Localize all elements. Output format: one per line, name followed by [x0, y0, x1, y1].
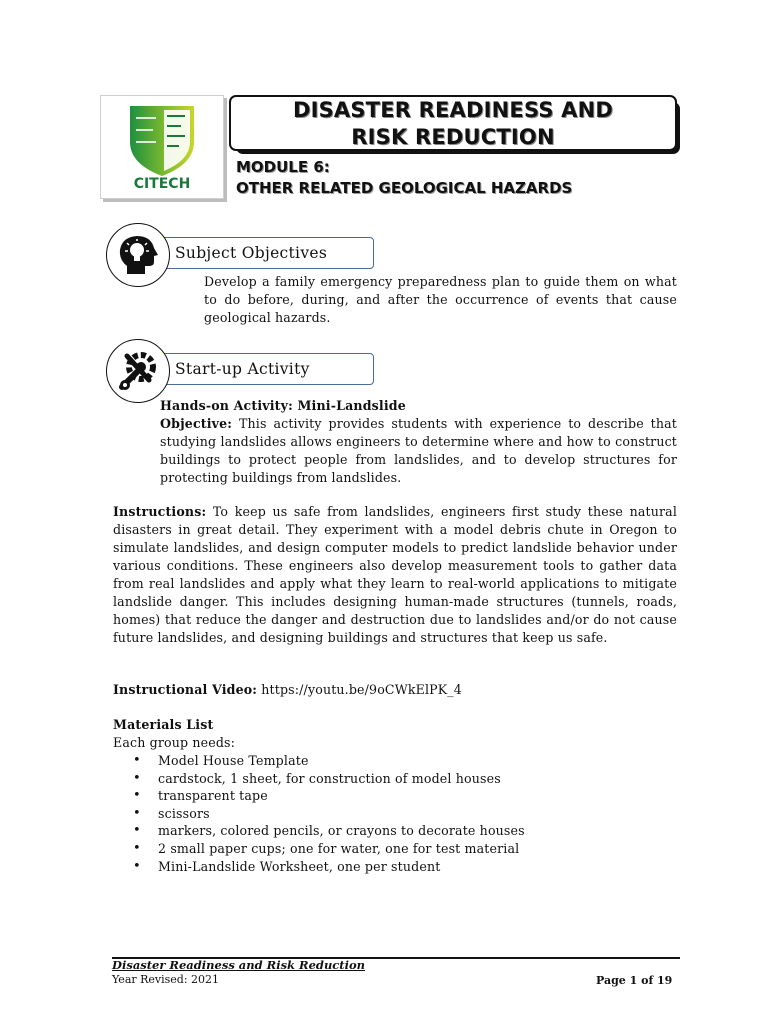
list-item: • Model House Template [113, 752, 677, 770]
objectives-icon-circle [106, 223, 170, 287]
footer-title: Disaster Readiness and Risk Reduction [112, 958, 366, 972]
page-number: Page 1 of 19 [596, 974, 673, 987]
module-number: MODULE 6: [236, 158, 330, 176]
module-title: OTHER RELATED GEOLOGICAL HAZARDS [236, 179, 573, 197]
materials-heading: Materials List [113, 717, 214, 732]
shield-logo-icon [101, 96, 223, 178]
materials-list [113, 752, 677, 875]
activity-title: Hands-on Activity: Mini-Landslide [160, 398, 406, 413]
materials-section [113, 716, 677, 875]
objective-text: This activity provides students with experience to describe that studying landslides allows engineers to determine where and how to construct buildings to protect people from landslides, and to develop structures for protecting buildings from landslides. [160, 416, 678, 485]
objective-label: Objective: [160, 416, 233, 431]
logo-text: CITECH [133, 176, 191, 192]
objectives-text: Develop a family emergency preparedness plan to guide them on what to do before, during, and after the occurrence of events that cause geological hazards. [204, 274, 677, 325]
video-label: Instructional Video: [113, 682, 258, 697]
materials-intro: Each group needs: [113, 735, 236, 750]
citech-logo [100, 95, 224, 199]
title-line-1: DISASTER READINESS AND [292, 98, 614, 122]
head-lightbulb-icon [107, 224, 169, 286]
list-item: • markers, colored pencils, or crayons to decorate houses [113, 822, 677, 840]
list-item: • Mini-Landslide Worksheet, one per student [113, 858, 677, 876]
list-item: • 2 small paper cups; one for water, one for test material [113, 840, 677, 858]
video-line [113, 681, 677, 699]
list-item: • cardstock, 1 sheet, for construction of model houses [113, 770, 677, 788]
startup-label: Start-up Activity [160, 353, 374, 385]
list-item: • scissors [113, 805, 677, 823]
startup-icon-circle [106, 339, 170, 403]
instructions-text: To keep us safe from landslides, engineers first study these natural disasters in great detail. They experiment with a model debris chute in Oregon to simulate landslides, and design computer models to predict landslide behavior under various conditions. These engineers also develop measurement tools to gather data from real landslides and apply what they learn to real-world applications to mitigate landslide danger. This includes designing human-made structures (tunnels, roads, homes) that reduce the danger and destruction due to landslides and/or do not cause future landslides, and designing buildings and structures that keep us safe. [113, 504, 677, 645]
list-item: • transparent tape [113, 787, 677, 805]
title-box [229, 95, 677, 151]
footer-year: Year Revised: 2021 [112, 973, 220, 986]
activity-block [160, 397, 677, 487]
video-link[interactable]: https://youtu.be/9oCWkElPK_4 [261, 682, 462, 697]
title-line-2: RISK REDUCTION [351, 125, 555, 149]
objectives-label: Subject Objectives [160, 237, 374, 269]
wrench-gear-icon [107, 340, 169, 402]
activity-objective [160, 415, 677, 487]
module-heading [236, 157, 572, 199]
instructions-label: Instructions: [113, 504, 207, 519]
instructions-paragraph [113, 503, 677, 647]
